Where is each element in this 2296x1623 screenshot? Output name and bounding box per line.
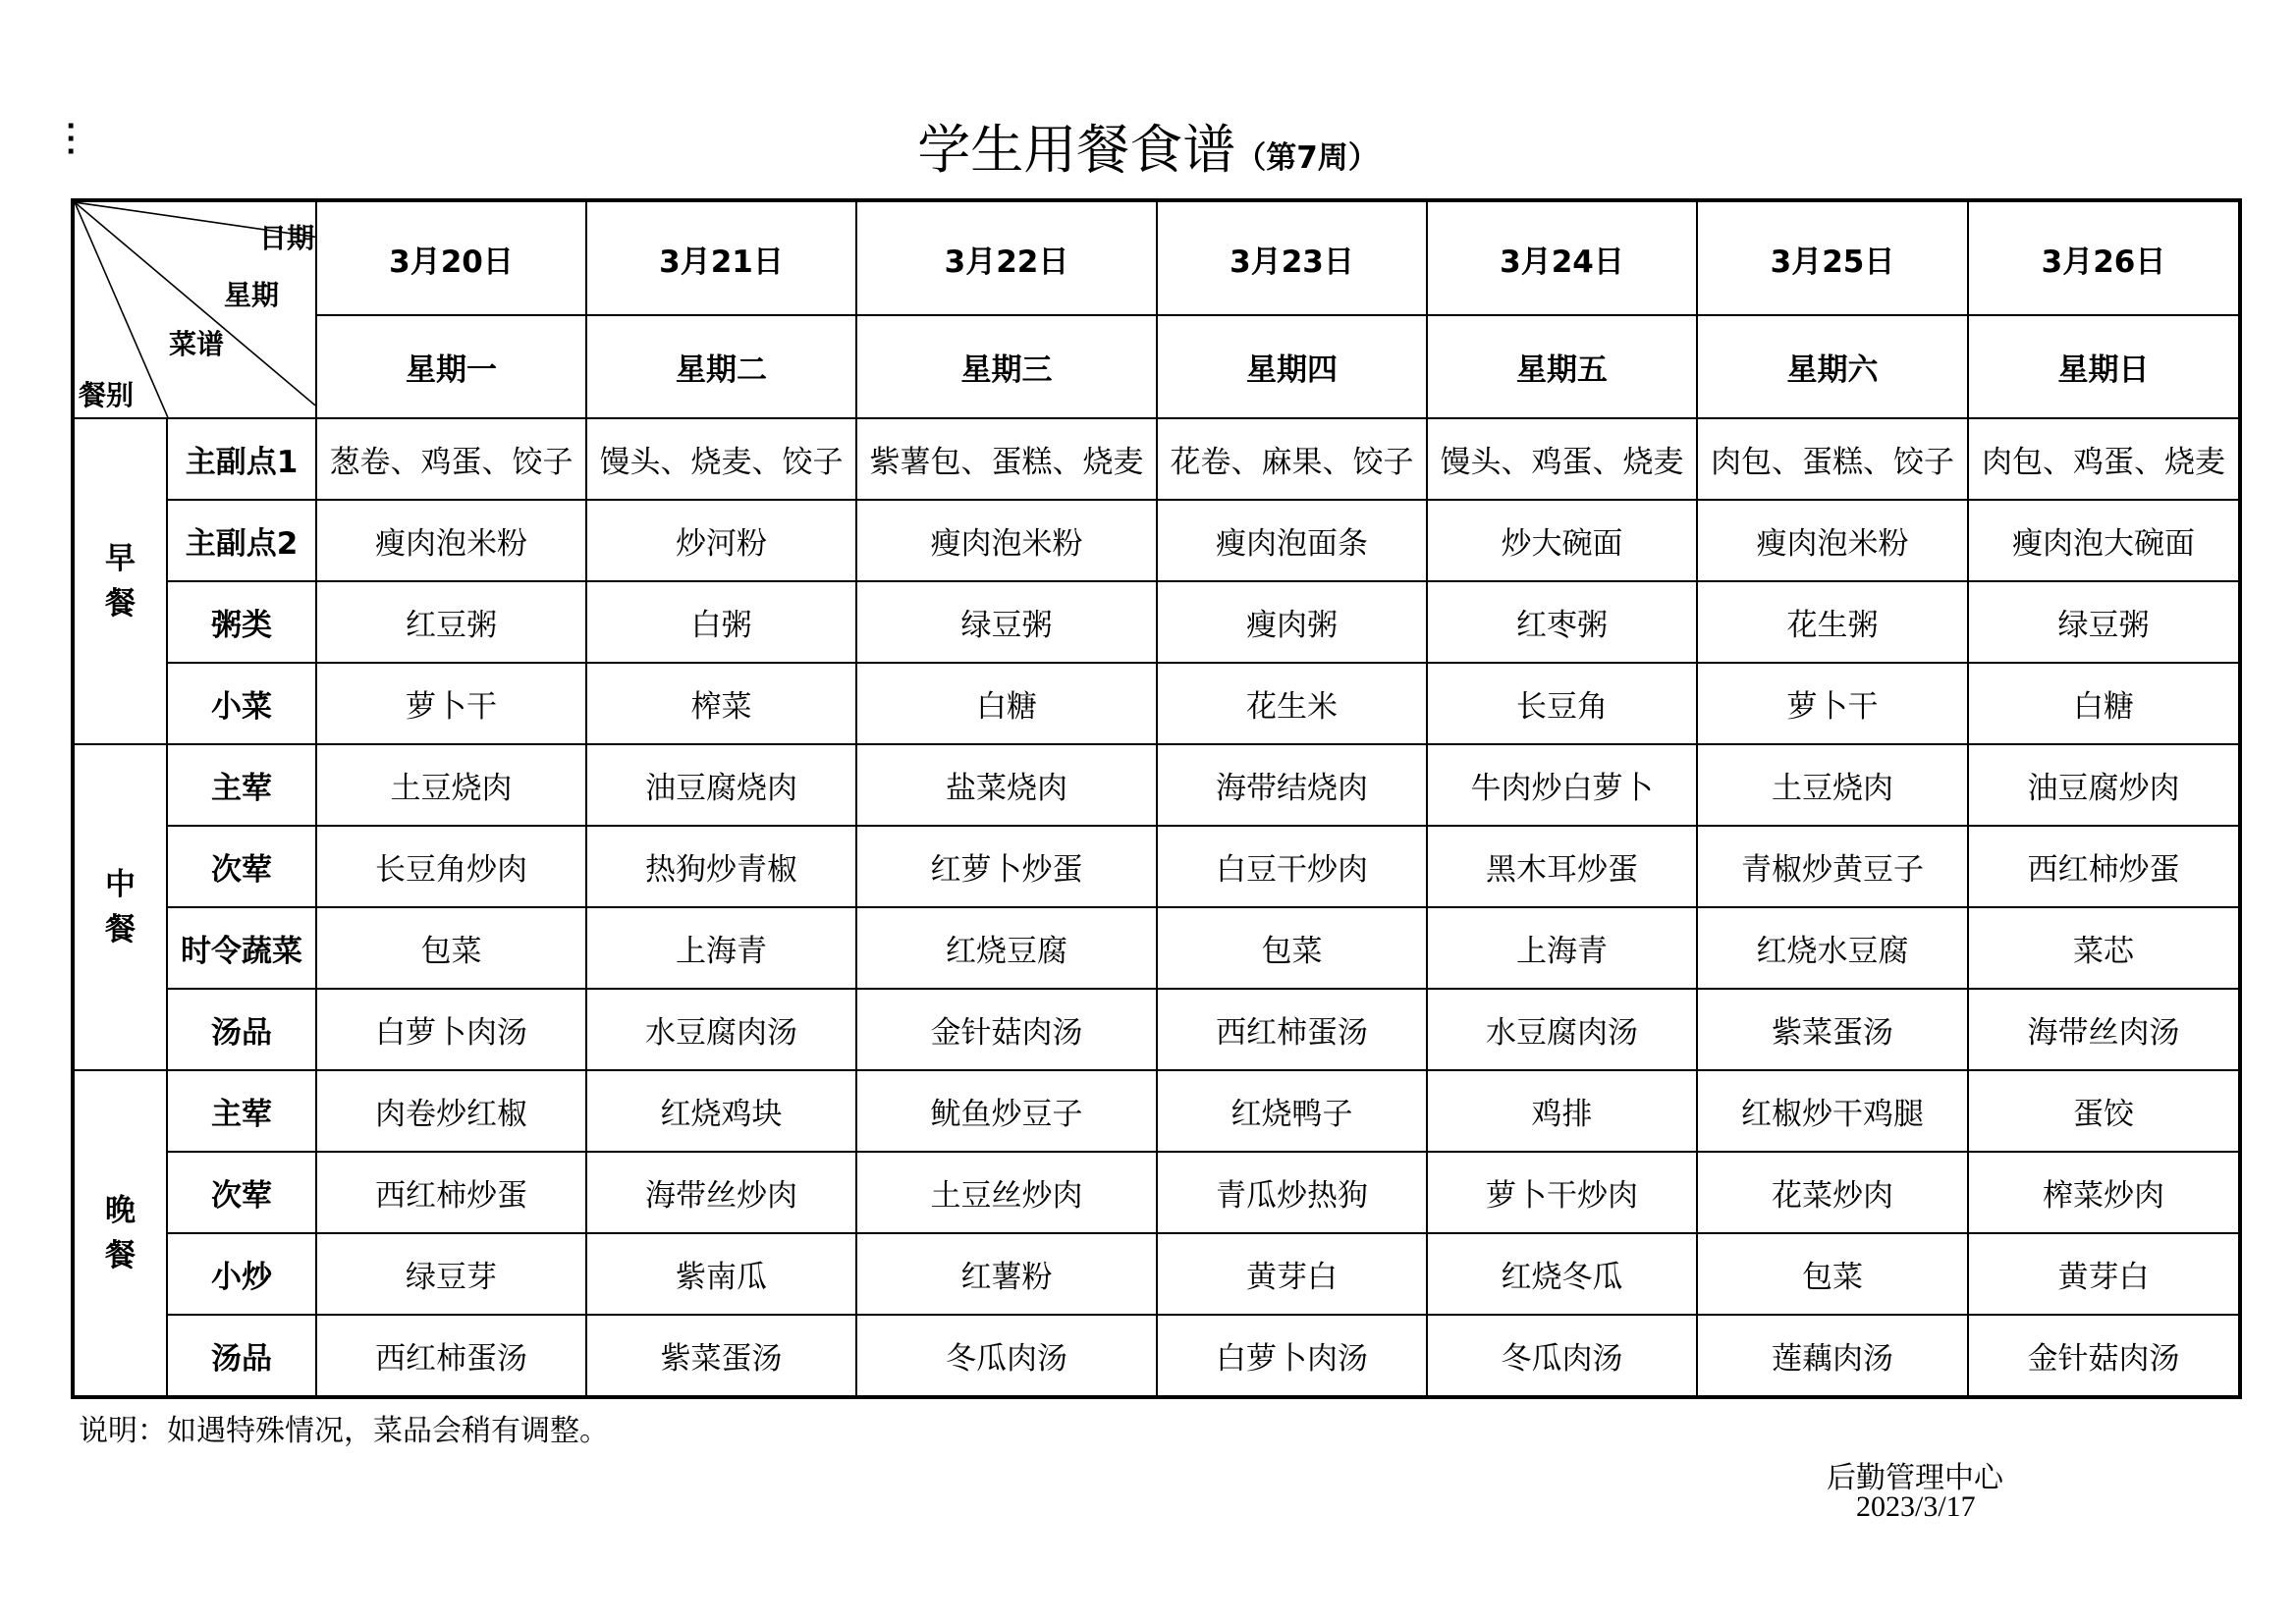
menu-row [73,581,2240,663]
dish-cell: 瘦肉泡面条 [1157,500,1427,581]
dish-cell: 油豆腐烧肉 [586,744,856,826]
dish-cell: 红烧鸭子 [1157,1070,1427,1152]
meal-name-cell [73,1070,167,1397]
corner-header-cell [73,200,316,418]
dish-cell: 水豆腐肉汤 [586,989,856,1070]
dish-cell: 紫薯包、蛋糕、烧麦 [856,418,1157,500]
dish-cell: 油豆腐炒肉 [1968,744,2240,826]
dish-cell: 花卷、麻果、饺子 [1157,418,1427,500]
meal-name-char: 餐 [105,586,136,622]
menu-row [73,500,2240,581]
menu-row [73,418,2240,500]
dish-cell: 红萝卜炒蛋 [856,826,1157,907]
dish-cell: 瘦肉泡米粉 [316,500,586,581]
dish-cell: 萝卜干 [316,663,586,744]
dish-cell: 白萝卜肉汤 [316,989,586,1070]
weekday-header: 星期一 [316,315,586,418]
dish-cell: 萝卜干 [1697,663,1968,744]
dish-cell: 青瓜炒热狗 [1157,1152,1427,1233]
weekday-header: 星期四 [1157,315,1427,418]
weekday-header: 星期三 [856,315,1157,418]
dish-cell: 绿豆粥 [1968,581,2240,663]
dish-cell: 牛肉炒白萝卜 [1427,744,1697,826]
menu-row [73,663,2240,744]
dish-cell: 黑木耳炒蛋 [1427,826,1697,907]
title-main: 学生用餐食谱 [917,119,1236,181]
meal-name-char: 餐 [105,1238,136,1273]
dish-cell: 长豆角 [1427,663,1697,744]
dish-cell: 红烧冬瓜 [1427,1233,1697,1315]
page-title [0,108,2296,184]
dish-category-cell: 汤品 [167,989,316,1070]
menu-row [73,989,2240,1070]
meal-name-char: 早 [105,541,136,576]
dish-cell: 紫菜蛋汤 [1697,989,1968,1070]
dish-category-cell: 次荤 [167,826,316,907]
dish-cell: 花菜炒肉 [1697,1152,1968,1233]
dish-category-cell: 小炒 [167,1233,316,1315]
dish-cell: 红烧鸡块 [586,1070,856,1152]
dish-cell: 金针菇肉汤 [856,989,1157,1070]
menu-row [73,1070,2240,1152]
dish-cell: 鱿鱼炒豆子 [856,1070,1157,1152]
menu-row [73,1152,2240,1233]
date-header: 3月20日 [316,200,586,315]
dish-cell: 白糖 [856,663,1157,744]
dish-category-cell: 时令蔬菜 [167,907,316,989]
corner-label-menu: 菜谱 [169,328,225,360]
dish-cell: 海带结烧肉 [1157,744,1427,826]
meal-name-cell [73,744,167,1070]
menu-row [73,744,2240,826]
dish-cell: 红烧豆腐 [856,907,1157,989]
dish-cell: 土豆烧肉 [316,744,586,826]
dish-cell: 绿豆芽 [316,1233,586,1315]
dish-cell: 黄芽白 [1157,1233,1427,1315]
meal-name-char: 中 [105,867,136,902]
dish-category-cell: 主副点2 [167,500,316,581]
dish-cell: 西红柿蛋汤 [1157,989,1427,1070]
dish-cell: 上海青 [586,907,856,989]
dish-cell: 上海青 [1427,907,1697,989]
dish-cell: 榨菜 [586,663,856,744]
menu-row [73,907,2240,989]
dish-cell: 花生米 [1157,663,1427,744]
menu-row [73,826,2240,907]
dish-cell: 花生粥 [1697,581,1968,663]
footer-organization: 后勤管理中心 [1827,1461,2003,1495]
dish-cell: 红烧水豆腐 [1697,907,1968,989]
dish-cell: 白粥 [586,581,856,663]
header-row-dates [73,200,2240,315]
dish-cell: 盐菜烧肉 [856,744,1157,826]
dish-cell: 红枣粥 [1427,581,1697,663]
dish-cell: 炒大碗面 [1427,500,1697,581]
dish-cell: 冬瓜肉汤 [1427,1315,1697,1397]
footer-date: 2023/3/17 [1856,1490,1976,1523]
date-header: 3月25日 [1697,200,1968,315]
meal-name-cell [73,418,167,744]
dish-cell: 包菜 [316,907,586,989]
title-week: （第7周） [1235,140,1379,176]
corner-label-date: 日期 [259,222,315,254]
date-header: 3月23日 [1157,200,1427,315]
dish-cell: 白糖 [1968,663,2240,744]
weekday-header: 星期六 [1697,315,1968,418]
dish-cell: 冬瓜肉汤 [856,1315,1157,1397]
dish-cell: 热狗炒青椒 [586,826,856,907]
dish-category-cell: 小菜 [167,663,316,744]
meal-name-char: 餐 [105,912,136,947]
dish-cell: 榨菜炒肉 [1968,1152,2240,1233]
dish-cell: 西红柿蛋汤 [316,1315,586,1397]
dish-cell: 水豆腐肉汤 [1427,989,1697,1070]
dish-cell: 包菜 [1157,907,1427,989]
dish-cell: 馒头、鸡蛋、烧麦 [1427,418,1697,500]
dish-cell: 莲藕肉汤 [1697,1315,1968,1397]
corner-label-weekday: 星期 [224,279,280,311]
dish-category-cell: 粥类 [167,581,316,663]
dish-cell: 红椒炒干鸡腿 [1697,1070,1968,1152]
dish-cell: 红豆粥 [316,581,586,663]
dish-cell: 萝卜干炒肉 [1427,1152,1697,1233]
dish-cell: 白萝卜肉汤 [1157,1315,1427,1397]
header-row-weekdays [73,315,2240,418]
date-header: 3月22日 [856,200,1157,315]
weekday-header: 星期日 [1968,315,2240,418]
date-header: 3月26日 [1968,200,2240,315]
menu-row [73,1315,2240,1397]
date-header: 3月21日 [586,200,856,315]
dish-cell: 西红柿炒蛋 [1968,826,2240,907]
menu-row [73,1233,2240,1315]
dish-cell: 紫南瓜 [586,1233,856,1315]
dish-cell: 紫菜蛋汤 [586,1315,856,1397]
date-header: 3月24日 [1427,200,1697,315]
dish-cell: 肉包、鸡蛋、烧麦 [1968,418,2240,500]
dish-cell: 肉卷炒红椒 [316,1070,586,1152]
page-edge-mark: ⫶ [65,114,77,167]
dish-category-cell: 次荤 [167,1152,316,1233]
dish-cell: 炒河粉 [586,500,856,581]
dish-cell: 葱卷、鸡蛋、饺子 [316,418,586,500]
dish-cell: 绿豆粥 [856,581,1157,663]
dish-cell: 金针菇肉汤 [1968,1315,2240,1397]
dish-cell: 红薯粉 [856,1233,1157,1315]
menu-table [71,198,2242,1399]
dish-cell: 土豆烧肉 [1697,744,1968,826]
dish-cell: 白豆干炒肉 [1157,826,1427,907]
dish-category-cell: 主荤 [167,1070,316,1152]
meal-name-char: 晚 [105,1193,136,1228]
footnote: 说明：如遇特殊情况，菜品会稍有调整。 [79,1414,609,1448]
dish-cell: 包菜 [1697,1233,1968,1315]
dish-cell: 蛋饺 [1968,1070,2240,1152]
dish-cell: 馒头、烧麦、饺子 [586,418,856,500]
dish-category-cell: 汤品 [167,1315,316,1397]
dish-cell: 瘦肉粥 [1157,581,1427,663]
dish-cell: 青椒炒黄豆子 [1697,826,1968,907]
dish-cell: 瘦肉泡米粉 [1697,500,1968,581]
dish-cell: 菜芯 [1968,907,2240,989]
dish-cell: 瘦肉泡米粉 [856,500,1157,581]
dish-cell: 黄芽白 [1968,1233,2240,1315]
weekday-header: 星期二 [586,315,856,418]
weekday-header: 星期五 [1427,315,1697,418]
dish-cell: 海带丝肉汤 [1968,989,2240,1070]
dish-cell: 瘦肉泡大碗面 [1968,500,2240,581]
dish-cell: 西红柿炒蛋 [316,1152,586,1233]
dish-cell: 土豆丝炒肉 [856,1152,1157,1233]
dish-cell: 肉包、蛋糕、饺子 [1697,418,1968,500]
dish-category-cell: 主副点1 [167,418,316,500]
dish-category-cell: 主荤 [167,744,316,826]
corner-label-meal: 餐别 [79,379,135,411]
dish-cell: 鸡排 [1427,1070,1697,1152]
dish-cell: 海带丝炒肉 [586,1152,856,1233]
dish-cell: 长豆角炒肉 [316,826,586,907]
